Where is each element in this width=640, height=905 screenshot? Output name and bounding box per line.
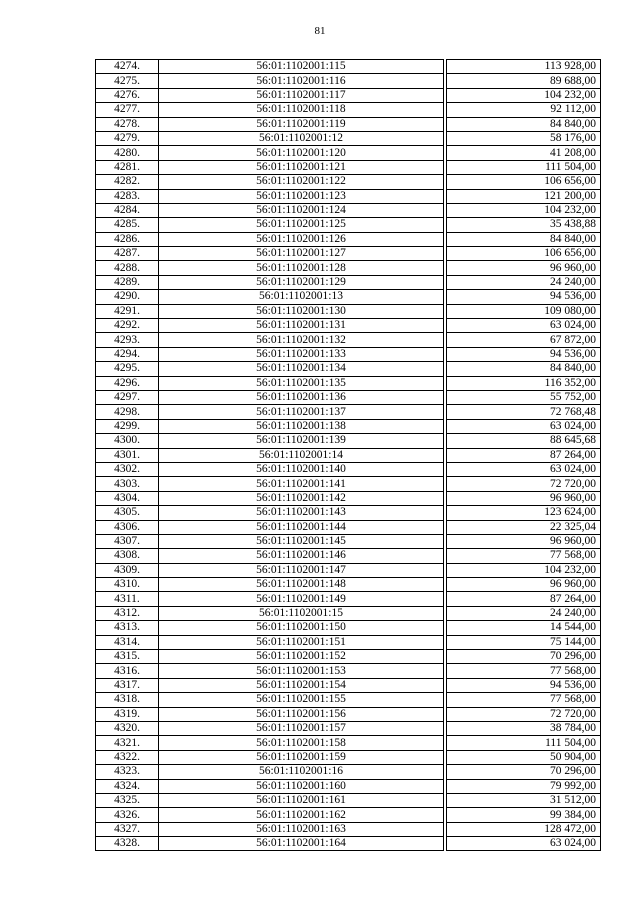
row-number-cell: 4288.: [96, 261, 159, 275]
row-number-cell: 4327.: [96, 822, 159, 836]
table-row: [96, 304, 601, 318]
table-row: [96, 290, 601, 304]
cadastral-number-cell: 56:01:1102001:120: [159, 146, 444, 160]
registry-table: [95, 59, 601, 851]
table-row: [96, 362, 601, 376]
cadastral-number-cell: 56:01:1102001:154: [159, 678, 444, 692]
table-row: [96, 175, 601, 189]
table-row: [96, 103, 601, 117]
row-number-cell: 4306.: [96, 520, 159, 534]
row-number-cell: 4308.: [96, 549, 159, 563]
value-cell: 104 232,00: [447, 88, 601, 102]
row-number-cell: 4299.: [96, 419, 159, 433]
cadastral-number-cell: 56:01:1102001:139: [159, 434, 444, 448]
table-row: [96, 448, 601, 462]
cadastral-number-cell: 56:01:1102001:144: [159, 520, 444, 534]
row-number-cell: 4323.: [96, 765, 159, 779]
table-row: [96, 822, 601, 836]
value-cell: 104 232,00: [447, 563, 601, 577]
cadastral-number-cell: 56:01:1102001:148: [159, 578, 444, 592]
table-row: [96, 218, 601, 232]
row-number-cell: 4325.: [96, 793, 159, 807]
table-row: [96, 405, 601, 419]
cadastral-number-cell: 56:01:1102001:131: [159, 319, 444, 333]
row-number-cell: 4310.: [96, 578, 159, 592]
table-row: [96, 434, 601, 448]
row-number-cell: 4285.: [96, 218, 159, 232]
row-number-cell: 4318.: [96, 693, 159, 707]
cadastral-number-cell: 56:01:1102001:16: [159, 765, 444, 779]
cadastral-number-cell: 56:01:1102001:150: [159, 621, 444, 635]
table-row: [96, 60, 601, 74]
row-number-cell: 4313.: [96, 621, 159, 635]
cadastral-number-cell: 56:01:1102001:119: [159, 117, 444, 131]
value-cell: 116 352,00: [447, 376, 601, 390]
table-row: [96, 837, 601, 851]
row-number-cell: 4284.: [96, 203, 159, 217]
cadastral-number-cell: 56:01:1102001:130: [159, 304, 444, 318]
table-row: [96, 635, 601, 649]
row-number-cell: 4326.: [96, 808, 159, 822]
cadastral-number-cell: 56:01:1102001:160: [159, 779, 444, 793]
cadastral-number-cell: 56:01:1102001:117: [159, 88, 444, 102]
cadastral-number-cell: 56:01:1102001:121: [159, 160, 444, 174]
row-number-cell: 4311.: [96, 592, 159, 606]
value-cell: 31 512,00: [447, 793, 601, 807]
row-number-cell: 4294.: [96, 347, 159, 361]
cadastral-number-cell: 56:01:1102001:162: [159, 808, 444, 822]
cadastral-number-cell: 56:01:1102001:126: [159, 232, 444, 246]
cadastral-number-cell: 56:01:1102001:136: [159, 390, 444, 404]
row-number-cell: 4283.: [96, 189, 159, 203]
table-row: [96, 419, 601, 433]
table-row: [96, 117, 601, 131]
cadastral-number-cell: 56:01:1102001:133: [159, 347, 444, 361]
row-number-cell: 4287.: [96, 247, 159, 261]
value-cell: 106 656,00: [447, 247, 601, 261]
value-cell: 111 504,00: [447, 160, 601, 174]
row-number-cell: 4321.: [96, 736, 159, 750]
row-number-cell: 4301.: [96, 448, 159, 462]
table-row: [96, 74, 601, 88]
row-number-cell: 4297.: [96, 390, 159, 404]
cadastral-number-cell: 56:01:1102001:151: [159, 635, 444, 649]
table-row: [96, 146, 601, 160]
value-cell: 70 296,00: [447, 650, 601, 664]
value-cell: 89 688,00: [447, 74, 601, 88]
table-row: [96, 779, 601, 793]
table-row: [96, 707, 601, 721]
table-row: [96, 462, 601, 476]
value-cell: 84 840,00: [447, 117, 601, 131]
cadastral-number-cell: 56:01:1102001:163: [159, 822, 444, 836]
table-row: [96, 736, 601, 750]
value-cell: 104 232,00: [447, 203, 601, 217]
cadastral-number-cell: 56:01:1102001:122: [159, 175, 444, 189]
row-number-cell: 4309.: [96, 563, 159, 577]
row-number-cell: 4316.: [96, 664, 159, 678]
page-number: 81: [314, 25, 326, 37]
cadastral-number-cell: 56:01:1102001:129: [159, 275, 444, 289]
table-row: [96, 506, 601, 520]
cadastral-number-cell: 56:01:1102001:137: [159, 405, 444, 419]
cadastral-number-cell: 56:01:1102001:123: [159, 189, 444, 203]
value-cell: 41 208,00: [447, 146, 601, 160]
value-cell: 35 438,88: [447, 218, 601, 232]
value-cell: 14 544,00: [447, 621, 601, 635]
row-number-cell: 4289.: [96, 275, 159, 289]
row-number-cell: 4304.: [96, 491, 159, 505]
value-cell: 67 872,00: [447, 333, 601, 347]
table-row: [96, 765, 601, 779]
value-cell: 113 928,00: [447, 60, 601, 74]
value-cell: 87 264,00: [447, 448, 601, 462]
cadastral-number-cell: 56:01:1102001:147: [159, 563, 444, 577]
value-cell: 94 536,00: [447, 678, 601, 692]
value-cell: 92 112,00: [447, 103, 601, 117]
value-cell: 109 080,00: [447, 304, 601, 318]
table-row: [96, 650, 601, 664]
value-cell: 77 568,00: [447, 664, 601, 678]
table-row: [96, 578, 601, 592]
table-row: [96, 131, 601, 145]
value-cell: 99 384,00: [447, 808, 601, 822]
table-row: [96, 160, 601, 174]
cadastral-number-cell: 56:01:1102001:134: [159, 362, 444, 376]
value-cell: 38 784,00: [447, 721, 601, 735]
table-row: [96, 319, 601, 333]
row-number-cell: 4290.: [96, 290, 159, 304]
cadastral-number-cell: 56:01:1102001:141: [159, 477, 444, 491]
value-cell: 106 656,00: [447, 175, 601, 189]
value-cell: 84 840,00: [447, 232, 601, 246]
cadastral-number-cell: 56:01:1102001:140: [159, 462, 444, 476]
cadastral-number-cell: 56:01:1102001:161: [159, 793, 444, 807]
row-number-cell: 4312.: [96, 606, 159, 620]
row-number-cell: 4328.: [96, 837, 159, 851]
value-cell: 79 992,00: [447, 779, 601, 793]
cadastral-number-cell: 56:01:1102001:135: [159, 376, 444, 390]
cadastral-number-cell: 56:01:1102001:146: [159, 549, 444, 563]
cadastral-number-cell: 56:01:1102001:125: [159, 218, 444, 232]
value-cell: 63 024,00: [447, 419, 601, 433]
value-cell: 88 645,68: [447, 434, 601, 448]
cadastral-number-cell: 56:01:1102001:158: [159, 736, 444, 750]
table-row: [96, 275, 601, 289]
row-number-cell: 4305.: [96, 506, 159, 520]
table-row: [96, 477, 601, 491]
table-row: [96, 549, 601, 563]
cadastral-number-cell: 56:01:1102001:127: [159, 247, 444, 261]
value-cell: 22 325,04: [447, 520, 601, 534]
value-cell: 96 960,00: [447, 534, 601, 548]
row-number-cell: 4324.: [96, 779, 159, 793]
value-cell: 128 472,00: [447, 822, 601, 836]
cadastral-number-cell: 56:01:1102001:116: [159, 74, 444, 88]
row-number-cell: 4278.: [96, 117, 159, 131]
value-cell: 24 240,00: [447, 275, 601, 289]
row-number-cell: 4281.: [96, 160, 159, 174]
cadastral-number-cell: 56:01:1102001:118: [159, 103, 444, 117]
row-number-cell: 4293.: [96, 333, 159, 347]
cadastral-number-cell: 56:01:1102001:13: [159, 290, 444, 304]
value-cell: 50 904,00: [447, 750, 601, 764]
row-number-cell: 4298.: [96, 405, 159, 419]
cadastral-number-cell: 56:01:1102001:15: [159, 606, 444, 620]
row-number-cell: 4291.: [96, 304, 159, 318]
value-cell: 24 240,00: [447, 606, 601, 620]
table-row: [96, 793, 601, 807]
table-row: [96, 520, 601, 534]
table-row: [96, 261, 601, 275]
value-cell: 55 752,00: [447, 390, 601, 404]
row-number-cell: 4286.: [96, 232, 159, 246]
row-number-cell: 4275.: [96, 74, 159, 88]
cadastral-number-cell: 56:01:1102001:152: [159, 650, 444, 664]
value-cell: 63 024,00: [447, 319, 601, 333]
table-row: [96, 534, 601, 548]
cadastral-number-cell: 56:01:1102001:153: [159, 664, 444, 678]
row-number-cell: 4315.: [96, 650, 159, 664]
value-cell: 96 960,00: [447, 261, 601, 275]
value-cell: 63 024,00: [447, 462, 601, 476]
table-row: [96, 491, 601, 505]
cadastral-number-cell: 56:01:1102001:124: [159, 203, 444, 217]
value-cell: 75 144,00: [447, 635, 601, 649]
value-cell: 70 296,00: [447, 765, 601, 779]
cadastral-number-cell: 56:01:1102001:155: [159, 693, 444, 707]
cadastral-number-cell: 56:01:1102001:138: [159, 419, 444, 433]
row-number-cell: 4307.: [96, 534, 159, 548]
value-cell: 58 176,00: [447, 131, 601, 145]
row-number-cell: 4295.: [96, 362, 159, 376]
table-row: [96, 621, 601, 635]
value-cell: 96 960,00: [447, 578, 601, 592]
table-row: [96, 563, 601, 577]
table-row: [96, 390, 601, 404]
cadastral-number-cell: 56:01:1102001:143: [159, 506, 444, 520]
table-row: [96, 247, 601, 261]
table-row: [96, 678, 601, 692]
table-row: [96, 333, 601, 347]
cadastral-number-cell: 56:01:1102001:159: [159, 750, 444, 764]
row-number-cell: 4296.: [96, 376, 159, 390]
table-row: [96, 376, 601, 390]
row-number-cell: 4280.: [96, 146, 159, 160]
cadastral-number-cell: 56:01:1102001:149: [159, 592, 444, 606]
cadastral-number-cell: 56:01:1102001:14: [159, 448, 444, 462]
cadastral-number-cell: 56:01:1102001:132: [159, 333, 444, 347]
table-row: [96, 592, 601, 606]
value-cell: 123 624,00: [447, 506, 601, 520]
cadastral-number-cell: 56:01:1102001:142: [159, 491, 444, 505]
table-row: [96, 750, 601, 764]
table-row: [96, 347, 601, 361]
row-number-cell: 4276.: [96, 88, 159, 102]
value-cell: 94 536,00: [447, 347, 601, 361]
row-number-cell: 4322.: [96, 750, 159, 764]
value-cell: 94 536,00: [447, 290, 601, 304]
row-number-cell: 4292.: [96, 319, 159, 333]
table-row: [96, 606, 601, 620]
row-number-cell: 4300.: [96, 434, 159, 448]
cadastral-number-cell: 56:01:1102001:156: [159, 707, 444, 721]
value-cell: 77 568,00: [447, 549, 601, 563]
cadastral-number-cell: 56:01:1102001:115: [159, 60, 444, 74]
registry-table-body: [96, 60, 601, 851]
table-row: [96, 693, 601, 707]
table-row: [96, 232, 601, 246]
row-number-cell: 4320.: [96, 721, 159, 735]
value-cell: 77 568,00: [447, 693, 601, 707]
value-cell: 72 768,48: [447, 405, 601, 419]
row-number-cell: 4319.: [96, 707, 159, 721]
row-number-cell: 4303.: [96, 477, 159, 491]
row-number-cell: 4274.: [96, 60, 159, 74]
value-cell: 96 960,00: [447, 491, 601, 505]
row-number-cell: 4277.: [96, 103, 159, 117]
value-cell: 63 024,00: [447, 837, 601, 851]
table-row: [96, 808, 601, 822]
cadastral-number-cell: 56:01:1102001:145: [159, 534, 444, 548]
cadastral-number-cell: 56:01:1102001:164: [159, 837, 444, 851]
table-row: [96, 203, 601, 217]
value-cell: 121 200,00: [447, 189, 601, 203]
value-cell: 111 504,00: [447, 736, 601, 750]
row-number-cell: 4317.: [96, 678, 159, 692]
value-cell: 72 720,00: [447, 707, 601, 721]
table-row: [96, 189, 601, 203]
table-row: [96, 88, 601, 102]
cadastral-number-cell: 56:01:1102001:12: [159, 131, 444, 145]
row-number-cell: 4279.: [96, 131, 159, 145]
table-row: [96, 664, 601, 678]
value-cell: 72 720,00: [447, 477, 601, 491]
table-row: [96, 721, 601, 735]
row-number-cell: 4282.: [96, 175, 159, 189]
cadastral-number-cell: 56:01:1102001:157: [159, 721, 444, 735]
value-cell: 84 840,00: [447, 362, 601, 376]
cadastral-number-cell: 56:01:1102001:128: [159, 261, 444, 275]
row-number-cell: 4302.: [96, 462, 159, 476]
row-number-cell: 4314.: [96, 635, 159, 649]
value-cell: 87 264,00: [447, 592, 601, 606]
